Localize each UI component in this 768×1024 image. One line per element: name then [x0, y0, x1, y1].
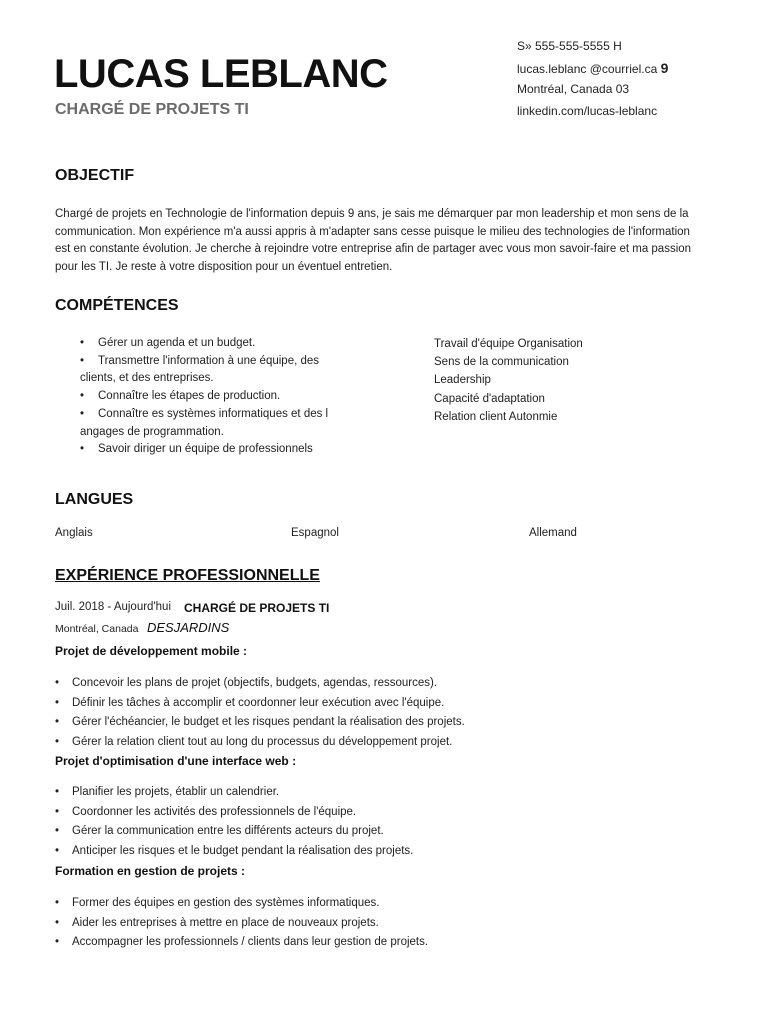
bullet-icon: • [55, 916, 60, 929]
job-title-subtitle: CHARGÉ DE PROJETS TI [55, 101, 249, 118]
task-item [55, 695, 465, 715]
job-role-title: CHARGÉ DE PROJETS TI [184, 601, 330, 615]
contact-email-suffix: 9 [660, 59, 669, 76]
contact-email[interactable]: lucas.leblanc @courriel.ca [517, 61, 658, 76]
bullet-icon: • [80, 354, 85, 367]
skill-text: Transmettre l'information à une équipe, des [98, 354, 320, 367]
project-task-list [55, 895, 428, 954]
task-text: Planifier les projets, établir un calendrier. [72, 786, 280, 798]
task-text: Former des équipes en gestion des systèmes informatiques. [72, 897, 380, 909]
bullet-icon: • [80, 390, 85, 403]
bullet-icon: • [55, 786, 60, 798]
objective-line: pour les TI. Je reste à votre disposition pour un éventuel entretien. [55, 260, 393, 273]
bullet-icon: • [55, 696, 60, 709]
soft-skill-item: Leadership [434, 374, 491, 387]
task-item [55, 675, 465, 695]
project-title: Projet d'optimisation d'une interface web : [55, 754, 297, 768]
language-item: Espagnol [291, 527, 339, 539]
bullet-icon: • [55, 825, 60, 837]
skill-item [80, 406, 360, 424]
task-item [55, 823, 413, 843]
skill-item [80, 388, 360, 406]
section-heading-languages: LANGUES [55, 491, 134, 508]
objective-paragraph [55, 206, 695, 276]
project-title: Formation en gestion de projets : [55, 864, 246, 878]
bullet-icon: • [80, 443, 85, 456]
skill-text: Savoir diriger un équipe de professionnels [98, 443, 313, 456]
skill-item [80, 441, 360, 459]
bullet-icon: • [55, 677, 60, 689]
skills-list-right [434, 335, 583, 426]
soft-skill-item: Capacité d'adaptation [434, 392, 545, 405]
task-text: Anticiper les risques et le budget pendant la réalisation des projets. [72, 844, 414, 857]
skill-text: Connaître les étapes de production. [98, 390, 281, 403]
task-item [55, 895, 428, 915]
task-text: Définir les tâches à accomplir et coordonner leur exécution avec l'équipe. [72, 696, 445, 709]
soft-skill-item: Travail d'équipe Organisation [434, 338, 583, 350]
job-location: Montréal, Canada [55, 623, 139, 635]
skill-text: Connaître es systèmes informatiques et des l [98, 407, 329, 420]
skill-text: angages de programmation. [80, 425, 224, 438]
contact-phone: S» 555-555-5555 H [517, 39, 622, 53]
task-item [55, 734, 465, 754]
task-item [55, 784, 413, 804]
task-text: Concevoir les plans de projet (objectifs, budgets, agendas, ressources). [72, 677, 438, 689]
skills-list-left [80, 335, 360, 459]
section-heading-skills: COMPÉTENCES [55, 297, 179, 314]
project-task-list [55, 784, 413, 862]
task-item [55, 915, 428, 935]
section-heading-experience: EXPÉRIENCE PROFESSIONNELLE [55, 567, 320, 584]
contact-block [517, 37, 668, 123]
task-item [55, 714, 465, 734]
skill-item [80, 353, 360, 371]
skill-text: clients, et des entreprises. [80, 372, 214, 385]
task-item [55, 804, 413, 824]
contact-email-line [517, 59, 668, 81]
objective-line: est en constante évolution. Je cherche à rejoindre votre entreprise afin de partager avec vous mon savoir-faire et ma passion [55, 243, 692, 255]
objective-line: Chargé de projets en Technologie de l'information depuis 9 ans, je sais me démarquer par mon leadership et mon sens de la [55, 208, 689, 220]
bullet-icon: • [55, 735, 60, 748]
bullet-icon: • [80, 337, 85, 349]
contact-location: Montréal, Canada 03 [517, 82, 630, 96]
language-item: Allemand [529, 527, 577, 539]
bullet-icon: • [55, 897, 60, 909]
candidate-name: LUCAS LEBLANC [54, 52, 388, 96]
job-company: DESJARDINS [147, 620, 230, 635]
bullet-icon: • [80, 407, 85, 420]
section-heading-objective: OBJECTIF [55, 167, 135, 184]
contact-linkedin[interactable]: linkedin.com/lucas-leblanc [517, 103, 658, 118]
bullet-icon: • [55, 716, 60, 728]
soft-skill-item: Sens de la communication [434, 356, 569, 369]
task-text: Accompagner les professionnels / clients dans leur gestion de projets. [72, 936, 429, 948]
bullet-icon: • [55, 936, 60, 948]
bullet-icon: • [55, 805, 60, 818]
job-dates: Juil. 2018 - Aujourd'hui [55, 601, 171, 613]
task-item [55, 843, 413, 863]
project-title: Projet de développement mobile : [55, 644, 248, 658]
task-text: Gérer la communication entre les différents acteurs du projet. [72, 825, 384, 837]
skill-item [80, 424, 360, 442]
task-text: Gérer l'échéancier, le budget et les risques pendant la réalisation des projets. [72, 716, 465, 728]
project-task-list [55, 675, 465, 753]
skill-item [80, 335, 360, 353]
bullet-icon: • [55, 844, 60, 857]
task-text: Gérer la relation client tout au long du processus du développement projet. [72, 735, 453, 748]
language-item: Anglais [55, 527, 93, 539]
task-item [55, 934, 428, 954]
task-text: Aider les entreprises à mettre en place de nouveaux projets. [72, 916, 379, 929]
task-text: Coordonner les activités des professionnels de l'équipe. [72, 805, 357, 818]
soft-skill-item: Relation client Autonmie [434, 410, 558, 423]
skill-item [80, 370, 360, 388]
objective-line: communication. Mon expérience m'a aussi appris à m'adapter sans cesse puisque le milieu des technologies de l'information [55, 225, 690, 238]
skill-text: Gérer un agenda et un budget. [98, 337, 256, 349]
